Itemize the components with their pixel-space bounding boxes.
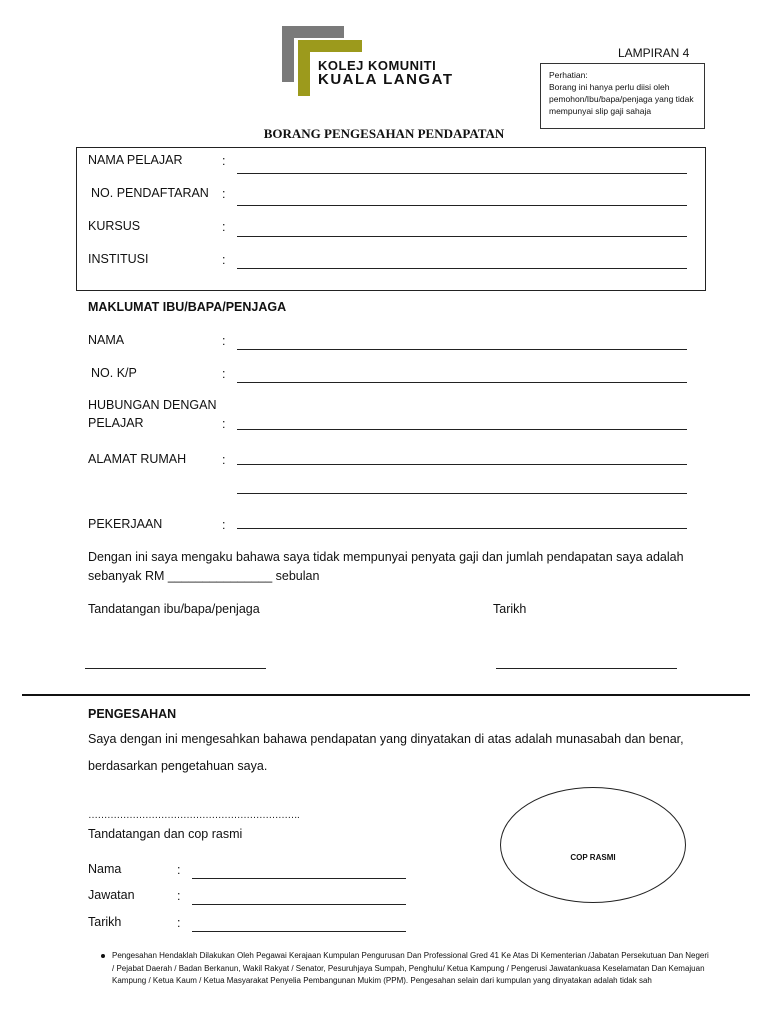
field-alamat-line1[interactable] xyxy=(237,464,687,465)
official-stamp-area[interactable] xyxy=(500,787,686,903)
field-jawatan[interactable] xyxy=(192,904,406,905)
verification-heading: PENGESAHAN xyxy=(88,707,177,721)
colon: : xyxy=(177,916,181,930)
field-officer-nama[interactable] xyxy=(192,878,406,879)
label-no-pendaftaran: NO. PENDAFTARAN xyxy=(91,186,209,200)
logo-line-2: KUALA LANGAT xyxy=(318,71,454,88)
parent-date-label: Tarikh xyxy=(493,602,527,616)
field-pekerjaan[interactable] xyxy=(237,528,687,529)
colon: : xyxy=(177,863,181,877)
field-hubungan[interactable] xyxy=(237,429,687,430)
label-hubungan-line2: PELAJAR xyxy=(88,416,144,430)
label-nama-pelajar: NAMA PELAJAR xyxy=(88,153,183,167)
label-no-kp: NO. K/P xyxy=(91,366,137,380)
colon: : xyxy=(222,187,226,201)
label-nama: NAMA xyxy=(88,333,125,347)
label-officer-tarikh: Tarikh xyxy=(88,915,122,929)
colon: : xyxy=(222,220,226,234)
field-no-pendaftaran[interactable] xyxy=(237,205,687,206)
parent-section-heading: MAKLUMAT IBU/BAPA/PENJAGA xyxy=(88,300,287,314)
field-institusi[interactable] xyxy=(237,268,687,269)
notice-title: Perhatian: xyxy=(549,70,588,80)
label-institusi: INSTITUSI xyxy=(88,252,149,266)
appendix-label: LAMPIRAN 4 xyxy=(618,46,690,60)
colon: : xyxy=(222,154,226,168)
colon: : xyxy=(222,367,226,381)
verification-text-line2: berdasarkan pengetahuan saya. xyxy=(88,759,268,773)
field-no-kp[interactable] xyxy=(237,382,687,383)
colon: : xyxy=(177,889,181,903)
label-officer-nama: Nama xyxy=(88,862,122,876)
parent-signature-field[interactable] xyxy=(85,668,266,669)
label-hubungan-line1: HUBUNGAN DENGAN xyxy=(88,398,217,412)
field-nama-pelajar[interactable] xyxy=(237,173,687,174)
logo-line-1: KOLEJ KOMUNITI xyxy=(318,58,437,73)
declaration-line1: Dengan ini saya mengaku bahawa saya tidak mempunyai penyata gaji dan jumlah pendapatan saya adalah xyxy=(88,550,684,564)
official-stamp-label: COP RASMI xyxy=(570,853,616,862)
bullet-icon xyxy=(101,954,105,958)
field-nama[interactable] xyxy=(237,349,687,350)
field-kursus[interactable] xyxy=(237,236,687,237)
label-jawatan: Jawatan xyxy=(88,888,135,902)
label-alamat-rumah: ALAMAT RUMAH xyxy=(88,452,187,466)
colon: : xyxy=(222,417,226,431)
colon: : xyxy=(222,518,226,532)
parent-date-field[interactable] xyxy=(496,668,677,669)
form-title: BORANG PENGESAHAN PENDAPATAN xyxy=(263,126,505,141)
field-officer-tarikh[interactable] xyxy=(192,931,406,932)
colon: : xyxy=(222,334,226,348)
label-kursus: KURSUS xyxy=(88,219,141,233)
signature-dots[interactable]: …………………………………………………………. xyxy=(88,810,300,821)
parent-signature-label: Tandatangan ibu/bapa/penjaga xyxy=(88,602,260,616)
footnote: Pengesahan Hendaklah Dilakukan Oleh Pegawai Kerajaan Kumpulan Pengurusan Dan Professional Gred 41 Ke Atas Di Kementerian /Jabatan Persekutuan Dan Negeri / Pejabat Daerah / Badan Berkanun, Wakil Rakyat / Senator, Pesuruhjaya Sumpah, Penghulu/ Ketua Kampung / Pengerusi Jawatankuasa Keselamatan Dan Kemajuan Kampung / Ketua Kaum / Ketua Masyarakat Penyelia Pembangunan Mukim (PPM). Pengesahan selain dari kumpulan yang dinyatakan adalah tidak sah xyxy=(112,951,709,985)
verification-text-line1: Saya dengan ini mengesahkan bahawa pendapatan yang dinyatakan di atas adalah munasabah dan benar, xyxy=(88,732,684,746)
declaration xyxy=(88,548,708,586)
notice-box xyxy=(540,63,705,129)
student-info-box xyxy=(76,147,706,291)
section-divider xyxy=(22,694,750,696)
label-pekerjaan: PEKERJAAN xyxy=(88,517,163,531)
declaration-line2: sebanyak RM _______________ sebulan xyxy=(88,569,320,583)
colon: : xyxy=(222,253,226,267)
colon: : xyxy=(222,453,226,467)
field-alamat-line2[interactable] xyxy=(237,493,687,494)
notice-body: Borang ini hanya perlu diisi oleh pemohon/Ibu/bapa/penjaga yang tidak mempunyai slip gaji sahaja xyxy=(549,82,694,116)
official-signature-label: Tandatangan dan cop rasmi xyxy=(88,827,243,841)
